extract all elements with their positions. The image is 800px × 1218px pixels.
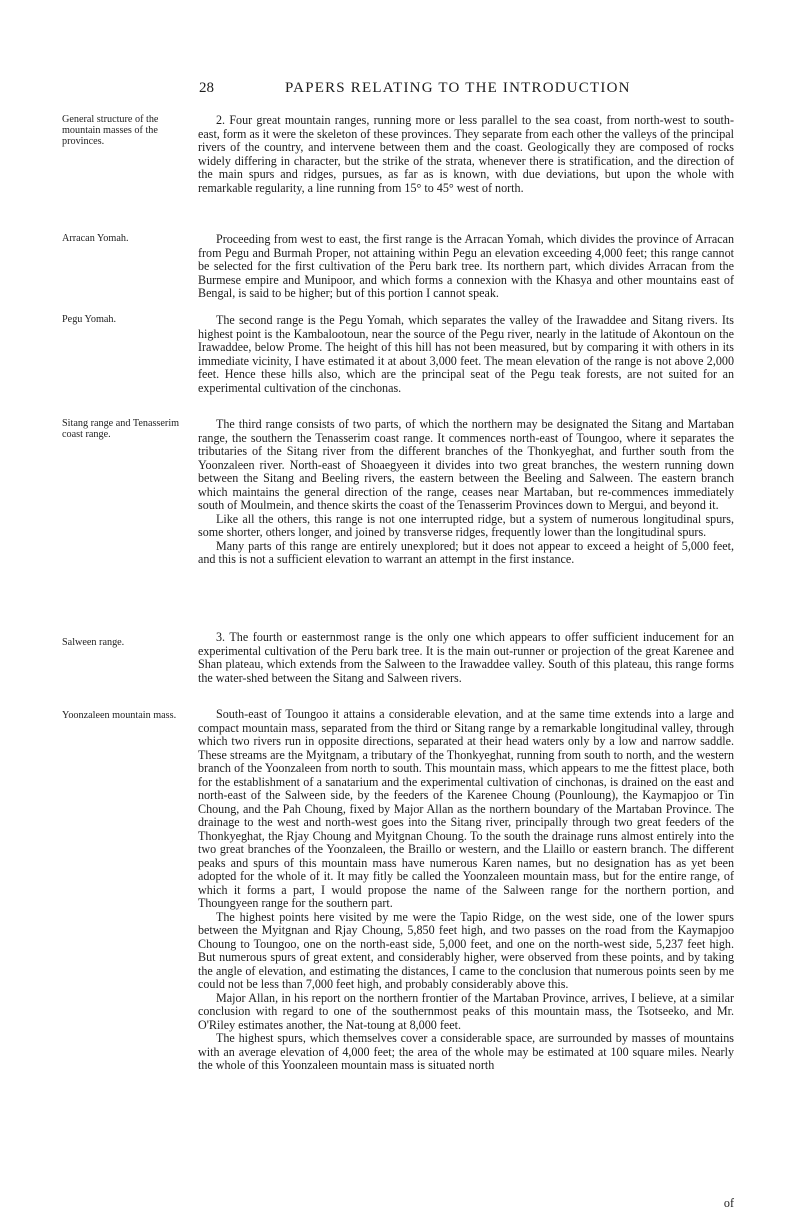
paragraph: Like all the others, this range is not one interrupted ridge, but a system of numerous longitudinal spurs, some shorter, others longer, and joined by transverse ridges, frequently lower than the longitudinal spurs. [198, 511, 734, 539]
paragraph: The highest points here visited by me were the Tapio Ridge, on the west side, one of the lower spurs between the Myitgnan and Rjay Choung, 5,850 feet high, and two passes on the road from the Kaymapjoo Choung to Toungoo, one on the north-east side, 5,000 feet, and one on the north-west side, 5,237 feet high. But numerous spurs of great extent, and considerably higher, were observed from these points, and by taking the angle of elevation, and estimating the distances, I came to the conclusion that numerous points seen by me could not be less than 7,000 feet high, and probably considerably above this. [198, 909, 734, 991]
margin-note: General structure of the mountain masses of the provinces. [62, 114, 159, 147]
paragraph: Proceeding from west to east, the first range is the Arracan Yomah, which divides the province of Arracan from Pegu and Burmah Proper, not attaining within Pegu an elevation exceeding 4,000 feet; this range cannot be selected for the first cultivation of the Peru bark tree. Its northern part, which divides Arracan from the Burmese empire and Munipoor, and which forms a connexion with the Khasya and other mountains east of Bengal, is said to be higher; but of this portion I cannot speak. [198, 232, 734, 300]
margin-note: Pegu Yomah. [62, 314, 117, 325]
paragraph: Many parts of this range are entirely unexplored; but it does not appear to exceed a height of 5,000 feet, and this is not a sufficient elevation to warrant an attempt in the first instance. [198, 538, 734, 566]
page-number: 28 [199, 80, 214, 96]
paragraph: 2. Four great mountain ranges, running more or less parallel to the sea coast, from north-west to south-east, form as it were the skeleton of these provinces. They separate from each other the valleys of the principal rivers of the country, and intervene between them and the coast. Geologically they are composed of rocks widely differing in character, but the strike of the strata, whenever there is stratification, and the direction of the main spurs and ridges, pursues, as far as is known, with due deviations, but upon the whole with remarkable regularity, a line running from 15° to 45° west of north. [198, 113, 734, 195]
paragraph: South-east of Toungoo it attains a considerable elevation, and at the same time extends into a large and compact mountain mass, separated from the third or Sitang range by a remarkable longitudinal valley, through which two rivers run in opposite directions, separated at their head waters only by a low and narrow saddle. These streams are the Myitgnam, a tributary of the Thonkyeghat, running from south to north, and the western branch of the Yoonzaleen from north to south. This mountain mass, which appears to me the fittest place, both for the establishment of a sanatarium and the experimental cultivation of cinchonas, is drained on the east and north-east of the Salween side, by the feeders of the Karenee Choung (Pounloung), the Kaymapjoo or Tin Choung, and the Pah Choung, fixed by Major Allan as the northern boundary of the Martaban Province. The drainage to the west and north-west goes into the Sitang river, principally through two great feeders of the Thonkyeghat, the Rjay Choung and Myitgnan Choung. To the south the drainage runs almost entirely into the two great branches of the Yoonzaleen, the Braillo or western, and the Llaillo or eastern branch. The different peaks and spurs of this mountain mass have numerous Karen names, but no designation has as yet been adopted for the whole of it. It may fitly be called the Yoonzaleen mountain mass, but for the entire range, of which it forms a part, I would propose the name of the Salween range for the northern portion, and Thoungyeen range for the southern part. [198, 707, 734, 910]
paragraph: 3. The fourth or easternmost range is the only one which appears to offer sufficient inducement for an experimental cultivation of the Peru bark tree. It is the main out-runner or projection of the great Karenee and Shan plateau, which extends from the Salween to the Irawaddee valley. South of this plateau, this range forms the water-shed between the Sitang and Salween rivers. [198, 630, 734, 685]
section-general-structure [198, 114, 734, 195]
paragraph: The second range is the Pegu Yomah, which separates the valley of the Irawaddee and Sitang rivers. Its highest point is the Kambalootoun, near the source of the Pegu river, nearly in the latitude of Akontoun on the Irawaddee, below Prome. The height of this hill has not been measured, but by comparing it with others in its immediate vicinity, I have estimated it at about 3,000 feet. The mean elevation of the range is not above 2,000 feet. Hence these hills also, which are the principal seat of the Pegu teak forests, are not suited for an experimental cultivation of the cinchonas. [198, 313, 734, 395]
paragraph: Major Allan, in his report on the northern frontier of the Martaban Province, arrives, I believe, at a similar conclusion with regard to one of the southernmost peaks of this mountain mass, the Tsotseeko, and Mr. O'Riley estimates another, the Nat-toung at 8,000 feet. [198, 990, 734, 1032]
section-yoonzaleen-mass [198, 708, 734, 1073]
margin-note: Arracan Yomah. [62, 233, 129, 244]
catchword: of [723, 1196, 734, 1210]
page-header [185, 80, 735, 102]
running-title: PAPERS RELATING TO THE INTRODUCTION [285, 80, 631, 96]
margin-note: Yoonzaleen mountain mass. [62, 710, 177, 721]
section-arracan-yomah [198, 233, 734, 301]
margin-note: Sitang range and Tenasserim coast range. [62, 418, 180, 440]
section-salween-range [198, 631, 734, 685]
paragraph: The highest spurs, which themselves cover a considerable space, are surrounded by masses of mountains with an average elevation of 4,000 feet; the area of the whole may be estimated at 100 square miles. Nearly the whole of this Yoonzaleen mountain mass is situated north [198, 1031, 734, 1072]
section-sitang-range [198, 418, 734, 567]
paragraph: The third range consists of two parts, of which the northern may be designated the Sitang and Martaban range, the southern the Tenasserim coast range. It commences north-east of Toungoo, where it separates the tributaries of the Sitang river from the different branches of the Thonkyeghat, and further south from the Yoonzaleen river. North-east of Shoaegyeen it divides into two great branches, the western running down between the Sitang and Beeling rivers, the eastern between the Beeling and Salween. The eastern branch which maintains the general direction of the range, ceases near Martaban, but re-commences immediately south of Moulmein, and thence skirts the coast of the Tenasserim Provinces down to Mergui, and beyond it. [198, 417, 734, 512]
section-pegu-yomah [198, 314, 734, 395]
margin-note: Salween range. [62, 637, 125, 648]
